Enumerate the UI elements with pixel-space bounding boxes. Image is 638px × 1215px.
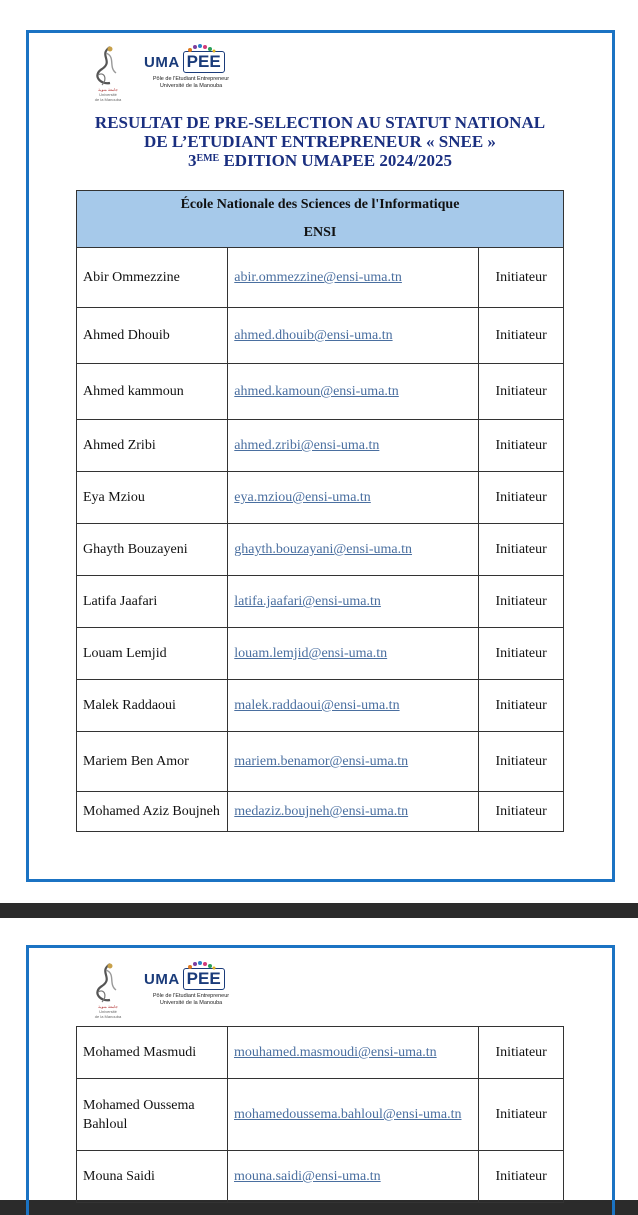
status-cell: Initiateur	[479, 248, 564, 308]
email-cell	[228, 308, 479, 364]
email-link[interactable]: ahmed.zribi@ensi-uma.tn	[234, 438, 380, 453]
brand-subtitle-1: Pôle de l'Etudiant Entrepreneur	[152, 993, 230, 999]
brand-subtitle-1: Pôle de l'Etudiant Entrepreneur	[152, 76, 230, 82]
email-link[interactable]: latifa.jaafari@ensi-uma.tn	[234, 594, 381, 609]
student-name: Louam Lemjid	[77, 628, 228, 680]
status-cell: Initiateur	[479, 1027, 564, 1079]
results-table	[76, 190, 564, 832]
student-name: Mohamed Masmudi	[77, 1027, 228, 1079]
email-link[interactable]: medaziz.boujneh@ensi-uma.tn	[234, 804, 409, 819]
student-name: Mohamed Aziz Boujneh	[77, 792, 228, 832]
brand-pee: PEE	[183, 968, 225, 990]
status-cell: Initiateur	[479, 1151, 564, 1203]
school-name: École Nationale des Sciences de l'Informatique	[180, 197, 460, 212]
table-row	[77, 524, 564, 576]
dots-decoration-icon	[187, 960, 217, 970]
table-row	[77, 1027, 564, 1079]
table-row	[77, 364, 564, 420]
table-row	[77, 1079, 564, 1151]
brand-subtitle-2: Université de la Manouba	[159, 83, 223, 89]
student-name: Ahmed Dhouib	[77, 308, 228, 364]
table-row	[77, 420, 564, 472]
email-cell	[228, 628, 479, 680]
brand-uma: UMA	[144, 53, 180, 71]
email-cell	[228, 1079, 479, 1151]
student-name: Abir Ommezzine	[77, 248, 228, 308]
status-cell: Initiateur	[479, 680, 564, 732]
status-cell: Initiateur	[479, 1079, 564, 1151]
status-cell: Initiateur	[479, 524, 564, 576]
table-row	[77, 628, 564, 680]
email-link[interactable]: ahmed.kamoun@ensi-uma.tn	[234, 384, 399, 399]
status-cell: Initiateur	[479, 308, 564, 364]
email-link[interactable]: louam.lemjid@ensi-uma.tn	[234, 646, 388, 661]
brand-uma: UMA	[144, 970, 180, 988]
email-link[interactable]: mouhamed.masmoudi@ensi-uma.tn	[234, 1045, 437, 1060]
status-cell: Initiateur	[479, 472, 564, 524]
school-header	[77, 191, 564, 248]
email-link[interactable]: malek.raddaoui@ensi-uma.tn	[234, 698, 400, 713]
document-page-2	[0, 918, 638, 1200]
status-cell: Initiateur	[479, 364, 564, 420]
status-cell: Initiateur	[479, 732, 564, 792]
email-cell	[228, 792, 479, 832]
email-cell	[228, 248, 479, 308]
student-name: Malek Raddaoui	[77, 680, 228, 732]
table-row	[77, 308, 564, 364]
table-row	[77, 1151, 564, 1203]
student-name: Eya Mziou	[77, 472, 228, 524]
status-cell: Initiateur	[479, 628, 564, 680]
brand-pee: PEE	[183, 51, 225, 73]
table-row	[77, 680, 564, 732]
university-emblem-icon: جامعة منوبة Université de la Manouba	[80, 45, 136, 101]
email-link[interactable]: mariem.benamor@ensi-uma.tn	[234, 754, 409, 769]
status-cell: Initiateur	[479, 576, 564, 628]
student-name: Latifa Jaafari	[77, 576, 228, 628]
umapee-logo	[80, 962, 238, 1018]
email-cell	[228, 1027, 479, 1079]
table-row	[77, 792, 564, 832]
table-row	[77, 576, 564, 628]
school-abbr: ENSI	[303, 225, 337, 240]
university-emblem-icon: جامعة منوبة Université de la Manouba	[80, 962, 136, 1018]
student-name: Mouna Saidi	[77, 1151, 228, 1203]
student-name: Ahmed Zribi	[77, 420, 228, 472]
brand-subtitle-2: Université de la Manouba	[159, 1000, 223, 1006]
student-name: Ghayth Bouzayeni	[77, 524, 228, 576]
table-row	[77, 732, 564, 792]
email-cell	[228, 420, 479, 472]
umapee-logo	[80, 45, 238, 101]
email-cell	[228, 680, 479, 732]
table-row	[77, 248, 564, 308]
email-link[interactable]: ahmed.dhouib@ensi-uma.tn	[234, 328, 393, 343]
student-name: Ahmed kammoun	[77, 364, 228, 420]
email-cell	[228, 1151, 479, 1203]
email-cell	[228, 364, 479, 420]
student-name: Mohamed Oussema Bahloul	[77, 1079, 228, 1151]
email-cell	[228, 576, 479, 628]
email-link[interactable]: eya.mziou@ensi-uma.tn	[234, 490, 371, 505]
email-link[interactable]: mouna.saidi@ensi-uma.tn	[234, 1169, 381, 1184]
table-row	[77, 472, 564, 524]
dots-decoration-icon	[187, 43, 217, 53]
email-link[interactable]: abir.ommezzine@ensi-uma.tn	[234, 270, 402, 285]
results-table-continued	[76, 1026, 564, 1203]
email-link[interactable]: mohamedoussema.bahloul@ensi-uma.tn	[234, 1107, 462, 1122]
email-cell	[228, 472, 479, 524]
student-name: Mariem Ben Amor	[77, 732, 228, 792]
document-title: RESULTAT DE PRE-SELECTION AU STATUT NATIONAL DE L’ETUDIANT ENTREPRENEUR « SNEE » 3EME EDITION UMAPEE 2024/2025	[94, 113, 546, 170]
email-cell	[228, 732, 479, 792]
status-cell: Initiateur	[479, 420, 564, 472]
email-link[interactable]: ghayth.bouzayani@ensi-uma.tn	[234, 542, 413, 557]
status-cell: Initiateur	[479, 792, 564, 832]
email-cell	[228, 524, 479, 576]
